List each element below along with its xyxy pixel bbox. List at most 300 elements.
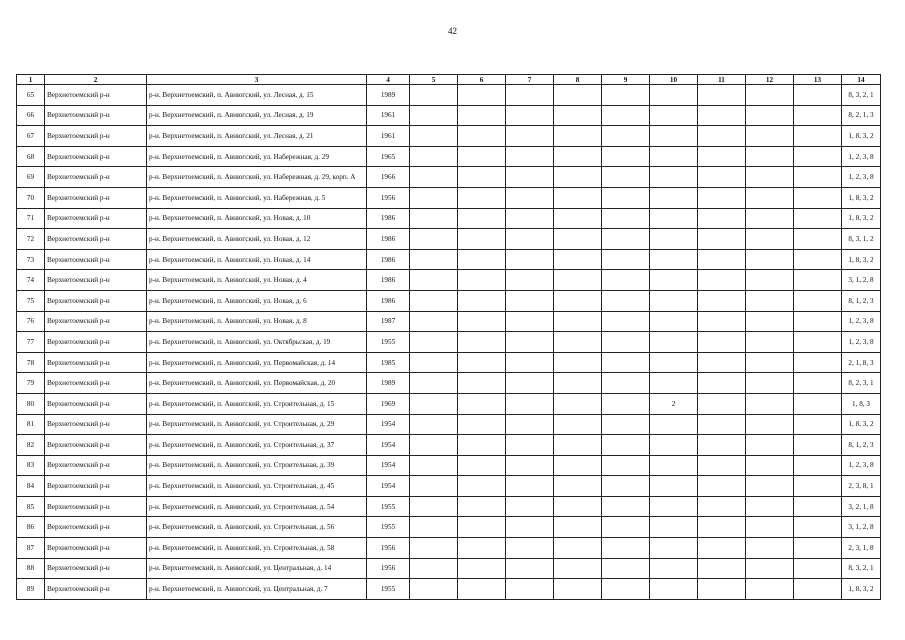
- col12-cell: [746, 517, 794, 538]
- col11-cell: [698, 229, 746, 250]
- col7-cell: [506, 270, 554, 291]
- col10-cell: [650, 579, 698, 600]
- col9-cell: [602, 187, 650, 208]
- col9-cell: [602, 208, 650, 229]
- row-number-cell: 87: [17, 538, 45, 559]
- col8-cell: [554, 558, 602, 579]
- col7-cell: [506, 167, 554, 188]
- year-cell: 1986: [367, 208, 410, 229]
- address-cell: р-н. Верхнетоемский, п. Авнюгский, ул. Октябрьская, д. 19: [147, 332, 367, 353]
- col11-cell: [698, 414, 746, 435]
- year-cell: 1956: [367, 558, 410, 579]
- address-cell: р-н. Верхнетоемский, п. Авнюгский, ул. Строительная, д. 56: [147, 517, 367, 538]
- col13-cell: [794, 208, 842, 229]
- district-cell: Верхнетоемский р-н: [45, 187, 147, 208]
- district-cell: Верхнетоемский р-н: [45, 476, 147, 497]
- col11-cell: [698, 249, 746, 270]
- district-cell: Верхнетоемский р-н: [45, 290, 147, 311]
- col13-cell: [794, 373, 842, 394]
- col12-cell: [746, 538, 794, 559]
- col8-cell: [554, 187, 602, 208]
- col8-cell: [554, 435, 602, 456]
- col9-cell: [602, 393, 650, 414]
- col7-cell: [506, 311, 554, 332]
- col12-cell: [746, 455, 794, 476]
- col8-cell: [554, 229, 602, 250]
- col10-cell: [650, 435, 698, 456]
- year-cell: 1966: [367, 167, 410, 188]
- col11-cell: [698, 332, 746, 353]
- col8-cell: [554, 290, 602, 311]
- col9-cell: [602, 352, 650, 373]
- col12-cell: [746, 393, 794, 414]
- col6-cell: [458, 496, 506, 517]
- table-body: [17, 85, 881, 600]
- district-cell: Верхнетоемский р-н: [45, 311, 147, 332]
- year-cell: 1986: [367, 290, 410, 311]
- year-cell: 1955: [367, 496, 410, 517]
- col7-cell: [506, 579, 554, 600]
- col13-cell: [794, 85, 842, 106]
- col10-cell: [650, 538, 698, 559]
- col7-cell: [506, 414, 554, 435]
- col7-cell: [506, 558, 554, 579]
- column-header-4: 4: [367, 75, 410, 85]
- col9-cell: [602, 373, 650, 394]
- address-cell: р-н. Верхнетоемский, п. Авнюгский, ул. Лесная, д. 21: [147, 126, 367, 147]
- col5-cell: [410, 167, 458, 188]
- table-row: [17, 146, 881, 167]
- district-cell: Верхнетоемский р-н: [45, 579, 147, 600]
- col9-cell: [602, 517, 650, 538]
- district-cell: Верхнетоемский р-н: [45, 249, 147, 270]
- col5-cell: [410, 208, 458, 229]
- col10-cell: [650, 517, 698, 538]
- row-number-cell: 66: [17, 105, 45, 126]
- col11-cell: [698, 579, 746, 600]
- col5-cell: [410, 435, 458, 456]
- district-cell: Верхнетоемский р-н: [45, 496, 147, 517]
- col14-cell: 8, 3, 2, 1: [842, 85, 881, 106]
- col14-cell: 1, 8, 3, 2: [842, 249, 881, 270]
- col10-cell: [650, 208, 698, 229]
- col14-cell: 1, 2, 3, 8: [842, 311, 881, 332]
- col12-cell: [746, 105, 794, 126]
- col13-cell: [794, 455, 842, 476]
- col7-cell: [506, 249, 554, 270]
- table-row: [17, 126, 881, 147]
- col9-cell: [602, 167, 650, 188]
- col7-cell: [506, 393, 554, 414]
- col14-cell: 8, 2, 1, 3: [842, 105, 881, 126]
- col14-cell: 1, 8, 3, 2: [842, 414, 881, 435]
- table-row: [17, 167, 881, 188]
- col13-cell: [794, 126, 842, 147]
- address-cell: р-н. Верхнетоемский, п. Авнюгский, ул. Строительная, д. 58: [147, 538, 367, 559]
- row-number-cell: 85: [17, 496, 45, 517]
- col11-cell: [698, 476, 746, 497]
- col9-cell: [602, 455, 650, 476]
- col6-cell: [458, 290, 506, 311]
- col11-cell: [698, 208, 746, 229]
- col11-cell: [698, 393, 746, 414]
- page-number: 42: [448, 26, 457, 36]
- col10-cell: [650, 126, 698, 147]
- col6-cell: [458, 393, 506, 414]
- col13-cell: [794, 393, 842, 414]
- column-header-7: 7: [506, 75, 554, 85]
- year-cell: 1956: [367, 187, 410, 208]
- col13-cell: [794, 167, 842, 188]
- col14-cell: 2, 3, 1, 8: [842, 538, 881, 559]
- table-row: [17, 579, 881, 600]
- col7-cell: [506, 126, 554, 147]
- year-cell: 1961: [367, 105, 410, 126]
- col13-cell: [794, 414, 842, 435]
- col14-cell: 1, 8, 3, 2: [842, 579, 881, 600]
- col7-cell: [506, 455, 554, 476]
- table-row: [17, 187, 881, 208]
- col14-cell: 8, 2, 3, 1: [842, 373, 881, 394]
- col12-cell: [746, 270, 794, 291]
- col5-cell: [410, 249, 458, 270]
- col14-cell: 1, 8, 3, 2: [842, 208, 881, 229]
- year-cell: 1955: [367, 332, 410, 353]
- col6-cell: [458, 517, 506, 538]
- col13-cell: [794, 558, 842, 579]
- row-number-cell: 86: [17, 517, 45, 538]
- year-cell: 1955: [367, 579, 410, 600]
- col8-cell: [554, 579, 602, 600]
- address-cell: р-н. Верхнетоемский, п. Авнюгский, ул. Новая, д. 14: [147, 249, 367, 270]
- col6-cell: [458, 146, 506, 167]
- column-header-3: 3: [147, 75, 367, 85]
- address-cell: р-н. Верхнетоемский, п. Авнюгский, ул. Центральная, д. 14: [147, 558, 367, 579]
- col6-cell: [458, 249, 506, 270]
- district-cell: Верхнетоемский р-н: [45, 126, 147, 147]
- district-cell: Верхнетоемский р-н: [45, 435, 147, 456]
- col14-cell: 8, 1, 2, 3: [842, 435, 881, 456]
- col9-cell: [602, 579, 650, 600]
- col11-cell: [698, 290, 746, 311]
- col11-cell: [698, 373, 746, 394]
- district-cell: Верхнетоемский р-н: [45, 208, 147, 229]
- year-cell: 1954: [367, 476, 410, 497]
- col6-cell: [458, 579, 506, 600]
- district-cell: Верхнетоемский р-н: [45, 229, 147, 250]
- district-cell: Верхнетоемский р-н: [45, 373, 147, 394]
- row-number-cell: 67: [17, 126, 45, 147]
- col8-cell: [554, 517, 602, 538]
- row-number-cell: 89: [17, 579, 45, 600]
- col6-cell: [458, 167, 506, 188]
- col12-cell: [746, 311, 794, 332]
- col13-cell: [794, 352, 842, 373]
- col9-cell: [602, 414, 650, 435]
- col6-cell: [458, 270, 506, 291]
- col8-cell: [554, 105, 602, 126]
- col10-cell: [650, 249, 698, 270]
- col5-cell: [410, 85, 458, 106]
- col5-cell: [410, 373, 458, 394]
- row-number-cell: 71: [17, 208, 45, 229]
- district-cell: Верхнетоемский р-н: [45, 558, 147, 579]
- col14-cell: 3, 2, 1, 8: [842, 496, 881, 517]
- col7-cell: [506, 538, 554, 559]
- col8-cell: [554, 85, 602, 106]
- col12-cell: [746, 496, 794, 517]
- col5-cell: [410, 496, 458, 517]
- address-cell: р-н. Верхнетоемский, п. Авнюгский, ул. Набережная, д. 29: [147, 146, 367, 167]
- row-number-cell: 69: [17, 167, 45, 188]
- col12-cell: [746, 290, 794, 311]
- table-row: [17, 290, 881, 311]
- col10-cell: [650, 270, 698, 291]
- col14-cell: 8, 1, 2, 3: [842, 290, 881, 311]
- year-cell: 1969: [367, 393, 410, 414]
- district-cell: Верхнетоемский р-н: [45, 105, 147, 126]
- col9-cell: [602, 126, 650, 147]
- col9-cell: [602, 558, 650, 579]
- row-number-cell: 76: [17, 311, 45, 332]
- col9-cell: [602, 332, 650, 353]
- col12-cell: [746, 146, 794, 167]
- col6-cell: [458, 476, 506, 497]
- table-row: [17, 208, 881, 229]
- col11-cell: [698, 270, 746, 291]
- column-header-1: 1: [17, 75, 45, 85]
- col13-cell: [794, 270, 842, 291]
- address-cell: р-н. Верхнетоемский, п. Авнюгский, ул. Строительная, д. 15: [147, 393, 367, 414]
- col12-cell: [746, 229, 794, 250]
- address-cell: р-н. Верхнетоемский, п. Авнюгский, ул. Строительная, д. 37: [147, 435, 367, 456]
- col5-cell: [410, 517, 458, 538]
- district-cell: Верхнетоемский р-н: [45, 332, 147, 353]
- col9-cell: [602, 435, 650, 456]
- col11-cell: [698, 187, 746, 208]
- col5-cell: [410, 270, 458, 291]
- col11-cell: [698, 311, 746, 332]
- col11-cell: [698, 538, 746, 559]
- col12-cell: [746, 558, 794, 579]
- col10-cell: [650, 167, 698, 188]
- col12-cell: [746, 332, 794, 353]
- district-cell: Верхнетоемский р-н: [45, 393, 147, 414]
- col14-cell: 1, 8, 3, 2: [842, 126, 881, 147]
- col8-cell: [554, 167, 602, 188]
- col13-cell: [794, 517, 842, 538]
- col6-cell: [458, 187, 506, 208]
- district-cell: Верхнетоемский р-н: [45, 270, 147, 291]
- col13-cell: [794, 229, 842, 250]
- col12-cell: [746, 435, 794, 456]
- row-number-cell: 78: [17, 352, 45, 373]
- table-row: [17, 311, 881, 332]
- address-cell: р-н. Верхнетоемский, п. Авнюгский, ул. Лесная, д. 19: [147, 105, 367, 126]
- col6-cell: [458, 208, 506, 229]
- address-cell: р-н. Верхнетоемский, п. Авнюгский, ул. Первомайская, д. 14: [147, 352, 367, 373]
- year-cell: 1955: [367, 517, 410, 538]
- col5-cell: [410, 579, 458, 600]
- col5-cell: [410, 187, 458, 208]
- col12-cell: [746, 126, 794, 147]
- col10-cell: [650, 229, 698, 250]
- row-number-cell: 83: [17, 455, 45, 476]
- table-row: [17, 558, 881, 579]
- col7-cell: [506, 85, 554, 106]
- col14-cell: 2, 3, 8, 1: [842, 476, 881, 497]
- col13-cell: [794, 311, 842, 332]
- col7-cell: [506, 187, 554, 208]
- district-cell: Верхнетоемский р-н: [45, 414, 147, 435]
- col6-cell: [458, 435, 506, 456]
- column-header-6: 6: [458, 75, 506, 85]
- col5-cell: [410, 146, 458, 167]
- col7-cell: [506, 373, 554, 394]
- table-row: [17, 435, 881, 456]
- table-row: [17, 517, 881, 538]
- col11-cell: [698, 105, 746, 126]
- col5-cell: [410, 126, 458, 147]
- col6-cell: [458, 126, 506, 147]
- col11-cell: [698, 352, 746, 373]
- col6-cell: [458, 414, 506, 435]
- col8-cell: [554, 414, 602, 435]
- col14-cell: 2, 1, 8, 3: [842, 352, 881, 373]
- col5-cell: [410, 332, 458, 353]
- row-number-cell: 81: [17, 414, 45, 435]
- year-cell: 1986: [367, 229, 410, 250]
- col6-cell: [458, 373, 506, 394]
- address-cell: р-н. Верхнетоемский, п. Авнюгский, ул. Новая, д. 12: [147, 229, 367, 250]
- col8-cell: [554, 126, 602, 147]
- col6-cell: [458, 352, 506, 373]
- col10-cell: [650, 558, 698, 579]
- col8-cell: [554, 146, 602, 167]
- col5-cell: [410, 393, 458, 414]
- col11-cell: [698, 558, 746, 579]
- col6-cell: [458, 229, 506, 250]
- col7-cell: [506, 332, 554, 353]
- col6-cell: [458, 332, 506, 353]
- col10-cell: 2: [650, 393, 698, 414]
- col6-cell: [458, 558, 506, 579]
- row-number-cell: 79: [17, 373, 45, 394]
- year-cell: 1986: [367, 249, 410, 270]
- column-header-13: 13: [794, 75, 842, 85]
- col14-cell: 8, 3, 2, 1: [842, 558, 881, 579]
- col13-cell: [794, 476, 842, 497]
- column-header-8: 8: [554, 75, 602, 85]
- col13-cell: [794, 105, 842, 126]
- col8-cell: [554, 393, 602, 414]
- col14-cell: 1, 8, 3: [842, 393, 881, 414]
- register-table: [16, 74, 881, 600]
- col10-cell: [650, 414, 698, 435]
- col8-cell: [554, 352, 602, 373]
- col12-cell: [746, 579, 794, 600]
- col9-cell: [602, 476, 650, 497]
- year-cell: 1954: [367, 414, 410, 435]
- address-cell: р-н. Верхнетоемский, п. Авнюгский, ул. Строительная, д. 39: [147, 455, 367, 476]
- col5-cell: [410, 414, 458, 435]
- col13-cell: [794, 187, 842, 208]
- col9-cell: [602, 249, 650, 270]
- row-number-cell: 70: [17, 187, 45, 208]
- col14-cell: 1, 2, 3, 8: [842, 455, 881, 476]
- col14-cell: 8, 3, 1, 2: [842, 229, 881, 250]
- col9-cell: [602, 496, 650, 517]
- col11-cell: [698, 85, 746, 106]
- row-number-cell: 72: [17, 229, 45, 250]
- year-cell: 1987: [367, 311, 410, 332]
- column-header-11: 11: [698, 75, 746, 85]
- row-number-cell: 65: [17, 85, 45, 106]
- col5-cell: [410, 352, 458, 373]
- col6-cell: [458, 455, 506, 476]
- col5-cell: [410, 476, 458, 497]
- col9-cell: [602, 538, 650, 559]
- column-header-14: 14: [842, 75, 881, 85]
- table-row: [17, 332, 881, 353]
- column-header-2: 2: [45, 75, 147, 85]
- col10-cell: [650, 332, 698, 353]
- col13-cell: [794, 290, 842, 311]
- col10-cell: [650, 85, 698, 106]
- col6-cell: [458, 311, 506, 332]
- col5-cell: [410, 311, 458, 332]
- col10-cell: [650, 146, 698, 167]
- col10-cell: [650, 373, 698, 394]
- row-number-cell: 77: [17, 332, 45, 353]
- col7-cell: [506, 146, 554, 167]
- col11-cell: [698, 455, 746, 476]
- address-cell: р-н. Верхнетоемский, п. Авнюгский, ул. Центральная, д. 7: [147, 579, 367, 600]
- district-cell: Верхнетоемский р-н: [45, 455, 147, 476]
- col8-cell: [554, 332, 602, 353]
- col6-cell: [458, 538, 506, 559]
- col13-cell: [794, 435, 842, 456]
- header-row: [17, 75, 881, 85]
- year-cell: 1961: [367, 126, 410, 147]
- col13-cell: [794, 496, 842, 517]
- table-row: [17, 270, 881, 291]
- column-header-9: 9: [602, 75, 650, 85]
- col10-cell: [650, 352, 698, 373]
- column-header-10: 10: [650, 75, 698, 85]
- col7-cell: [506, 517, 554, 538]
- col5-cell: [410, 538, 458, 559]
- col14-cell: 1, 2, 3, 8: [842, 332, 881, 353]
- year-cell: 1954: [367, 435, 410, 456]
- year-cell: 1989: [367, 85, 410, 106]
- col13-cell: [794, 249, 842, 270]
- col11-cell: [698, 126, 746, 147]
- col5-cell: [410, 105, 458, 126]
- table-row: [17, 249, 881, 270]
- table-row: [17, 373, 881, 394]
- col11-cell: [698, 435, 746, 456]
- col9-cell: [602, 146, 650, 167]
- col9-cell: [602, 85, 650, 106]
- table-row: [17, 229, 881, 250]
- col6-cell: [458, 105, 506, 126]
- col7-cell: [506, 208, 554, 229]
- year-cell: 1986: [367, 270, 410, 291]
- col14-cell: 3, 1, 2, 8: [842, 517, 881, 538]
- col13-cell: [794, 538, 842, 559]
- col7-cell: [506, 496, 554, 517]
